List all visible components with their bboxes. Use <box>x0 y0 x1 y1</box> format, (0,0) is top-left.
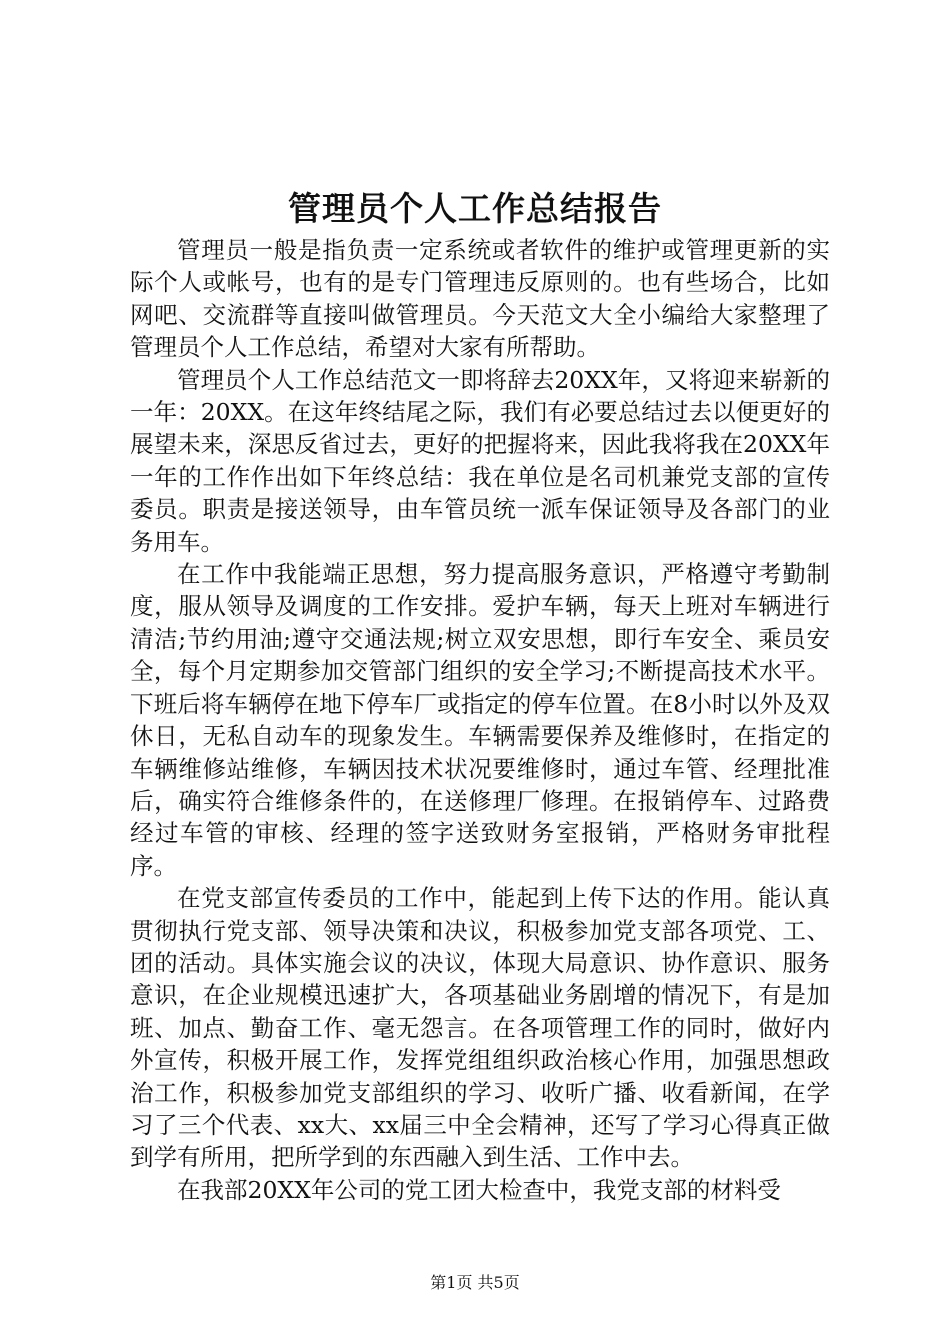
paragraph-work-duties: 在工作中我能端正思想，努力提高服务意识，严格遵守考勤制度，服从领导及调度的工作安排。爱护车辆，每天上班对车辆进行清洁;节约用油;遵守交通法规;树立双安思想，即行车安全、乘员安全，每个月定期参加交管部门组织的安全学习;不断提高技术水平。下班后将车辆停在地下停车厂或指定的停车位置。在8小时以外及双休日，无私自动车的现象发生。车辆需要保养及维修时，在指定的车辆维修站维修，车辆因技术状况要维修时，通过车管、经理批准后，确实符合维修条件的，在送修理厂修理。在报销停车、过路费经过车管的审核、经理的签字送致财务室报销，严格财务审批程序。 <box>130 560 830 880</box>
document-body <box>130 234 830 1206</box>
paragraph-sample-one: 管理员个人工作总结范文一即将辞去20XX年，又将迎来崭新的一年：20XX。在这年终结尾之际，我们有必要总结过去以便更好的展望未来，深思反省过去，更好的把握将来，因此我将我在20XX年一年的工作作出如下年终总结：我在单位是名司机兼党支部的宣传委员。职责是接送领导，由车管员统一派车保证领导及各部门的业务用车。 <box>130 365 830 556</box>
paragraph-intro: 管理员一般是指负责一定系统或者软件的维护或管理更新的实际个人或帐号，也有的是专门管理违反原则的。也有些场合，比如网吧、交流群等直接叫做管理员。今天范文大全小编给大家整理了管理员个人工作总结，希望对大家有所帮助。 <box>130 236 830 362</box>
document-title: 管理员个人工作总结报告 <box>288 189 662 228</box>
paragraph-inspection: 在我部20XX年公司的党工团大检查中，我党支部的材料受 <box>177 1175 781 1204</box>
page-footer: 第1页 共5页 <box>430 1273 520 1292</box>
paragraph-party-work: 在党支部宣传委员的工作中，能起到上传下达的作用。能认真贯彻执行党支部、领导决策和决议，积极参加党支部各项党、工、团的活动。具体实施会议的决议，体现大局意识、协作意识、服务意识，在企业规模迅速扩大，各项基础业务剧增的情况下，有是加班、加点、勤奋工作、毫无怨言。在各项管理工作的同时，做好内外宣传，积极开展工作，发挥党组组织政治核心作用，加强思想政治工作，积极参加党支部组织的学习、收听广播、收看新闻，在学习了三个代表、xx大、xx届三中全会精神，还写了学习心得真正做到学有所用，把所学到的东西融入到生活、工作中去。 <box>130 884 830 1172</box>
